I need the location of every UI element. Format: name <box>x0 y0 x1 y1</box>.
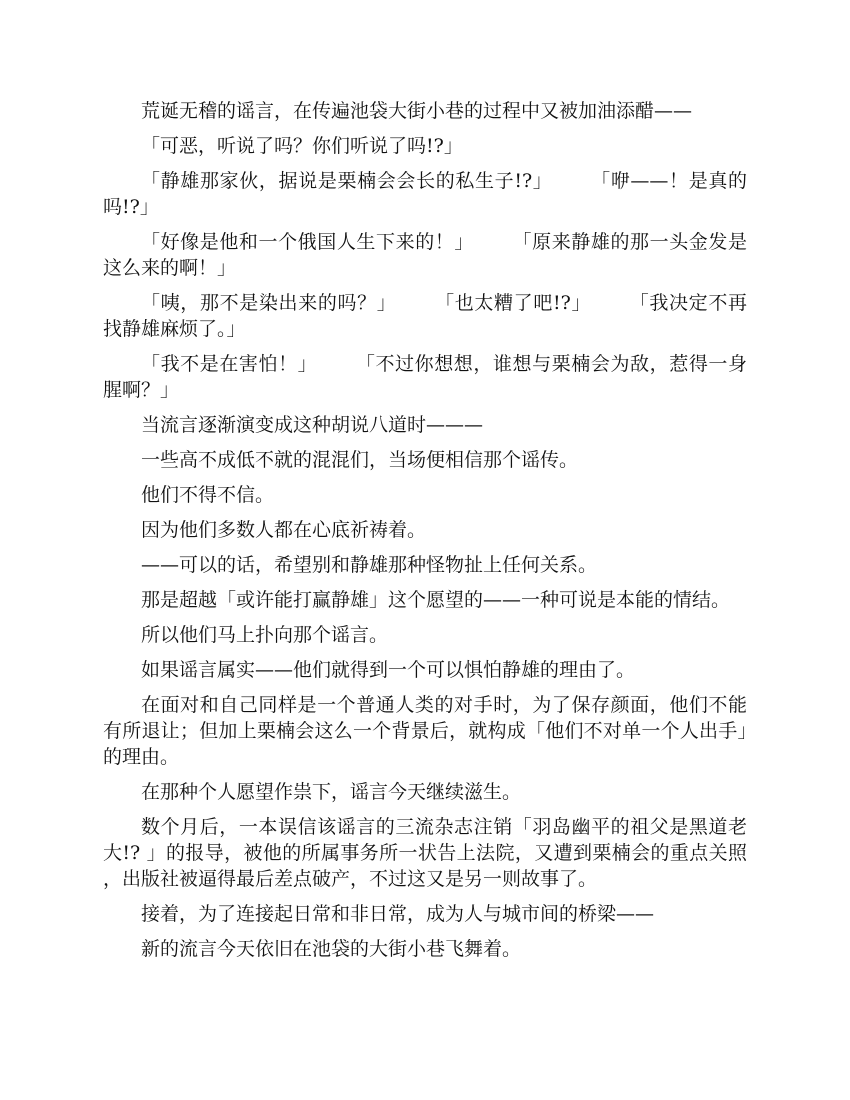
paragraph <box>103 412 747 438</box>
paragraph-text: 「不过你想想，谁想与栗楠会为敌，惹得一身腥啊？」 <box>103 353 747 401</box>
paragraph <box>103 587 747 613</box>
paragraph <box>103 290 747 342</box>
paragraph <box>103 657 747 683</box>
paragraph-text: 「咦，那不是染出来的吗？」 <box>141 292 397 314</box>
paragraph <box>103 779 747 805</box>
paragraph-text: 「静雄那家伙，据说是栗楠会会长的私生子!?」 <box>141 170 553 192</box>
paragraph-text: 一些高不成低不就的混混们，当场便相信那个谣传。 <box>141 449 579 471</box>
paragraph-text: 「好像是他和一个俄国人生下来的！」 <box>141 231 474 253</box>
paragraph <box>103 622 747 648</box>
paragraph <box>103 133 747 159</box>
paragraph-text: 数个月后，一本误信该谣言的三流杂志注销「羽岛幽平的祖父是黑道老大!? 」的报导，被他的所属事务所一状告上法院，又遭到栗楠会的重点关照，出版社被逼得最后差点破产，不过这又是另一则故事了。 <box>103 816 747 890</box>
paragraph-text: 因为他们多数人都在心底祈祷着。 <box>141 519 427 541</box>
paragraph-text: 新的流言今天依旧在池袋的大街小巷飞舞着。 <box>141 938 522 960</box>
paragraph <box>103 351 747 403</box>
paragraph-text: 他们不得不信。 <box>141 484 275 506</box>
paragraph-text: 「也太糟了吧!?」 <box>434 292 592 314</box>
paragraph <box>103 229 747 281</box>
paragraph-text: 那是超越「或许能打赢静雄」这个愿望的——一种可说是本能的情结。 <box>141 589 731 611</box>
paragraph-text: 在面对和自己同样是一个普通人类的对手时，为了保存颜面，他们不能有所退让；但加上栗楠会这么一个背景后，就构成「他们不对单一个人出手」的理由。 <box>103 694 747 768</box>
paragraph-text: 「咿——！是真的吗!?」 <box>103 170 747 218</box>
paragraph-text: 如果谣言属实——他们就得到一个可以惧怕静雄的理由了。 <box>141 659 636 681</box>
paragraph-text: 「我决定不再找静雄麻烦了。」 <box>103 292 747 340</box>
paragraph <box>103 482 747 508</box>
paragraph-text: 当流言逐渐演变成这种胡说八道时——— <box>141 414 484 436</box>
paragraph <box>103 936 747 962</box>
paragraph <box>103 98 747 124</box>
paragraph <box>103 447 747 473</box>
paragraph-text: 荒诞无稽的谣言，在传遍池袋大街小巷的过程中又被加油添醋—— <box>141 100 693 122</box>
paragraph <box>103 814 747 892</box>
paragraph <box>103 692 747 770</box>
paragraph-text: 「原来静雄的那一头金发是这么来的啊！」 <box>103 231 747 279</box>
paragraph-text: 接着，为了连接起日常和非日常，成为人与城市间的桥梁—— <box>141 903 655 925</box>
paragraph <box>103 901 747 927</box>
paragraph-text: 在那种个人愿望作祟下，谣言今天继续滋生。 <box>141 781 522 803</box>
paragraph-text: 所以他们马上扑向那个谣言。 <box>141 624 389 646</box>
paragraph <box>103 552 747 578</box>
paragraph-text: 「可恶，听说了吗？你们听说了吗!?」 <box>141 135 463 157</box>
paragraph <box>103 517 747 543</box>
document-page <box>103 98 747 971</box>
paragraph-text: 「我不是在害怕！」 <box>141 353 318 375</box>
paragraph-text: ——可以的话，希望别和静雄那种怪物扯上任何关系。 <box>141 554 598 576</box>
paragraph <box>103 168 747 220</box>
